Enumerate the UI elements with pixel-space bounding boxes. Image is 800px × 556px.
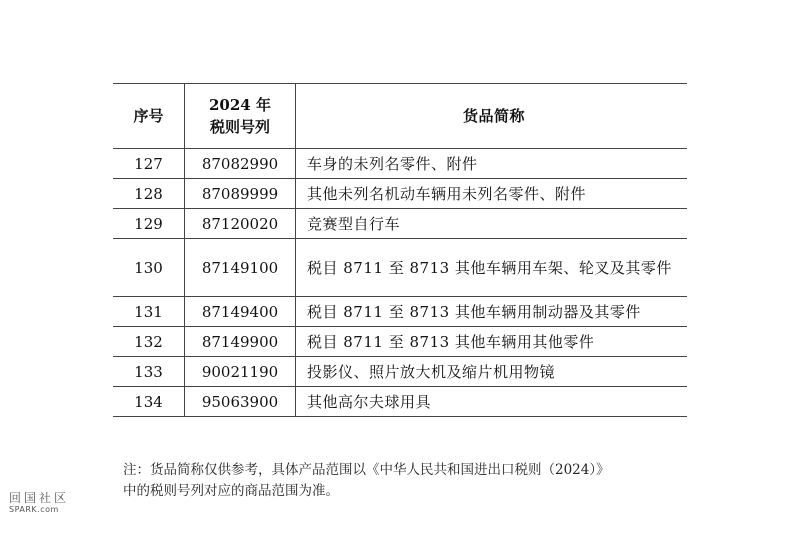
cell-seq: 129 xyxy=(113,209,185,239)
watermark-domain: SPARK.com xyxy=(9,505,59,514)
table-row xyxy=(113,387,687,417)
cell-name: 其他高尔夫球用具 xyxy=(296,387,688,417)
cell-name: 税目 8711 至 8713 其他车辆用其他零件 xyxy=(296,327,688,357)
cell-seq: 132 xyxy=(113,327,185,357)
cell-code: 87120020 xyxy=(185,209,296,239)
cell-name: 投影仪、照片放大机及缩片机用物镜 xyxy=(296,357,688,387)
cell-code: 87149400 xyxy=(185,297,296,327)
cell-seq: 130 xyxy=(113,239,185,297)
cell-name: 税目 8711 至 8713 其他车辆用制动器及其零件 xyxy=(296,297,688,327)
cell-seq: 133 xyxy=(113,357,185,387)
table-row xyxy=(113,297,687,327)
cell-code: 87089999 xyxy=(185,179,296,209)
table-row xyxy=(113,327,687,357)
footnote-line-2: 中的税则号列对应的商品范围为准。 xyxy=(123,483,339,499)
cell-name: 车身的未列名零件、附件 xyxy=(296,149,688,179)
cell-code: 87082990 xyxy=(185,149,296,179)
cell-code: 90021190 xyxy=(185,357,296,387)
cell-name: 税目 8711 至 8713 其他车辆用车架、轮叉及其零件 xyxy=(296,239,688,297)
cell-code: 87149900 xyxy=(185,327,296,357)
cell-code: 95063900 xyxy=(185,387,296,417)
cell-seq: 131 xyxy=(113,297,185,327)
table-row xyxy=(113,209,687,239)
footnote-line-1: 注：货品简称仅供参考，具体产品范围以《中华人民共和国进出口税则（2024）》 xyxy=(123,462,610,478)
cell-name: 竞赛型自行车 xyxy=(296,209,688,239)
table-row xyxy=(113,149,687,179)
table-row xyxy=(113,179,687,209)
header-code-label: 税则号列 xyxy=(209,118,270,136)
table-header-row xyxy=(113,84,687,149)
table-row xyxy=(113,357,687,387)
watermark-text: 回国社区 xyxy=(9,491,70,505)
header-code-year: 2024 年 xyxy=(209,96,271,114)
cell-name: 其他未列名机动车辆用未列名零件、附件 xyxy=(296,179,688,209)
header-name: 货品简称 xyxy=(296,84,688,149)
header-seq: 序号 xyxy=(113,84,185,149)
cell-seq: 128 xyxy=(113,179,185,209)
footnote xyxy=(123,460,703,502)
cell-seq: 127 xyxy=(113,149,185,179)
watermark-logo xyxy=(9,489,69,514)
table-row xyxy=(113,239,687,297)
header-code xyxy=(185,84,296,149)
tariff-table xyxy=(113,83,687,417)
cell-code: 87149100 xyxy=(185,239,296,297)
cell-seq: 134 xyxy=(113,387,185,417)
